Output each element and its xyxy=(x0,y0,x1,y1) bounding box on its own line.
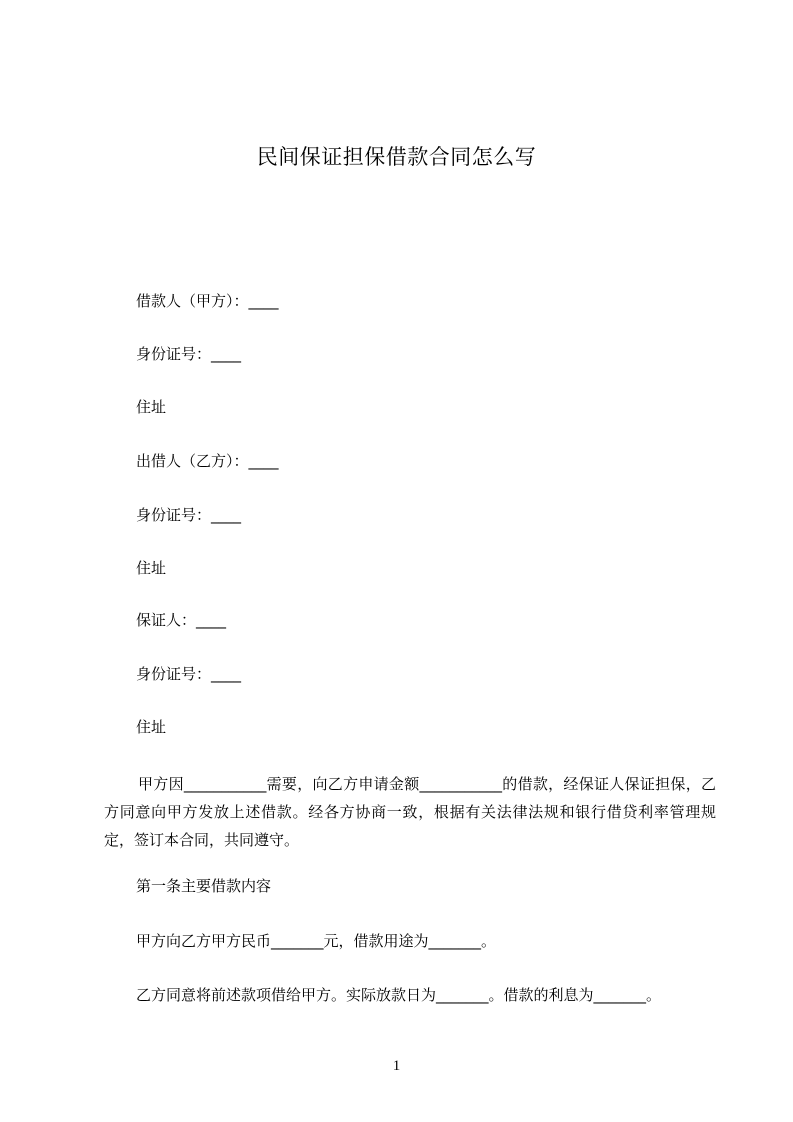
intro-paragraph: 甲方因___________需要，向乙方申请金额___________的借款，经保证人保证担保，乙方同意向甲方发放上述借款。经各方协商一致，根据有关法律法规和银行借贷利率管理规定，签订本合同，共同遵守。 xyxy=(104,775,716,849)
guarantor-line: 保证人：____ xyxy=(136,611,227,629)
lender-id-line: 身份证号：____ xyxy=(136,506,242,524)
lender-line: 出借人（乙方）：____ xyxy=(136,452,279,470)
article-heading: 第一条主要借款内容 xyxy=(136,877,272,895)
guarantor-address-line: 住址 xyxy=(136,718,167,736)
clause-disbursement: 乙方同意将前述款项借给甲方。实际放款日为_______。借款的利息为_______。 xyxy=(136,986,662,1004)
borrower-address-line: 住址 xyxy=(136,398,167,416)
borrower-line: 借款人（甲方）：____ xyxy=(136,292,279,310)
clause-loan-amount: 甲方向乙方甲方民币_______元，借款用途为_______。 xyxy=(136,932,497,950)
page-number: 1 xyxy=(392,1058,401,1074)
lender-address-line: 住址 xyxy=(136,559,167,577)
borrower-id-line: 身份证号：____ xyxy=(136,345,242,363)
guarantor-id-line: 身份证号：____ xyxy=(136,665,242,683)
document-title: 民间保证担保借款合同怎么写 xyxy=(256,145,537,169)
